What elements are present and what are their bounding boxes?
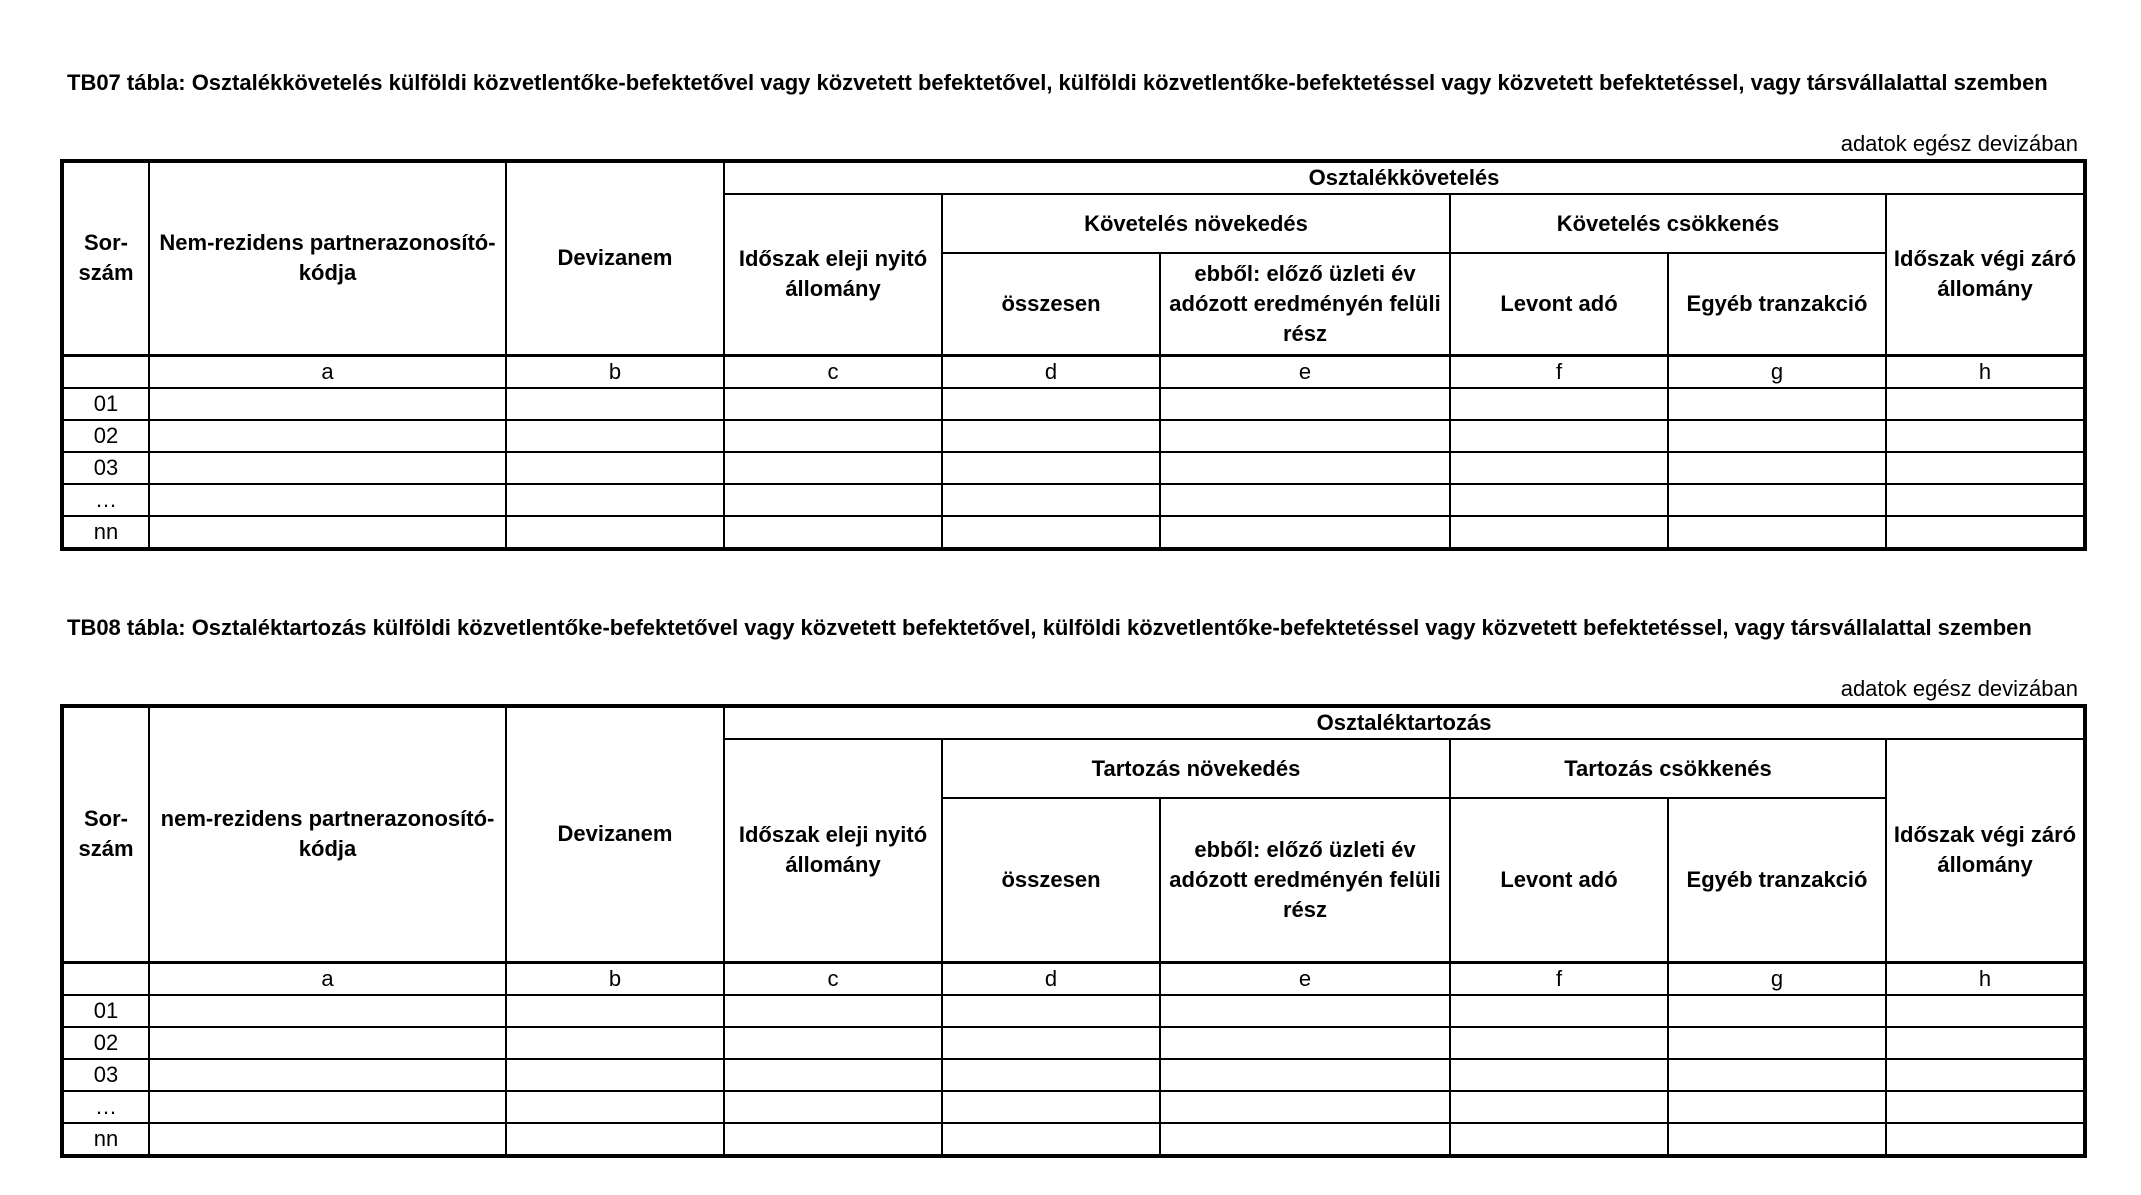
table-row (62, 516, 2085, 549)
column-letter: d (942, 962, 1160, 995)
data-cell[interactable] (1668, 995, 1886, 1027)
letter-cell (62, 355, 149, 388)
header-closing: Időszak végi záró állomány (1886, 739, 2085, 962)
column-letter: e (1160, 962, 1450, 995)
column-letter: a (149, 962, 506, 995)
row-number: nn (62, 1123, 149, 1156)
data-cell[interactable] (1450, 484, 1668, 516)
row-number: 03 (62, 452, 149, 484)
data-cell[interactable] (149, 1091, 506, 1123)
data-cell[interactable] (1450, 452, 1668, 484)
data-cell[interactable] (1160, 452, 1450, 484)
header-other: Egyéb tranzakció (1668, 253, 1886, 355)
data-cell[interactable] (1160, 1123, 1450, 1156)
table-row (62, 1091, 2085, 1123)
data-cell[interactable] (724, 388, 942, 420)
letter-cell (62, 962, 149, 995)
data-cell[interactable] (942, 995, 1160, 1027)
header-tax: Levont adó (1450, 798, 1668, 962)
table-title: TB08 tábla: Osztaléktartozás külföldi közvetlentőke-befektetővel vagy közvetett befektetővel, külföldi közvetlentőke-befektetéssel vagy közvetett befektetéssel, vagy társvállalattal szemben (67, 615, 2032, 640)
table-title: TB07 tábla: Osztalékkövetelés külföldi közvetlentőke-befektetővel vagy közvetett befektetővel, külföldi közvetlentőke-befektetéssel vagy közvetett befektetéssel, vagy társvállalattal szemben (67, 70, 2048, 95)
row-number: 01 (62, 388, 149, 420)
data-cell[interactable] (942, 516, 1160, 549)
data-cell[interactable] (149, 995, 506, 1027)
header-opening: Időszak eleji nyitó állomány (724, 194, 942, 355)
data-cell[interactable] (1450, 420, 1668, 452)
row-number: 03 (62, 1059, 149, 1091)
data-cell[interactable] (1450, 516, 1668, 549)
data-cell[interactable] (1160, 1027, 1450, 1059)
data-cell[interactable] (1450, 995, 1668, 1027)
data-cell[interactable] (942, 1059, 1160, 1091)
column-letter: d (942, 355, 1160, 388)
data-cell[interactable] (506, 1123, 724, 1156)
data-cell[interactable] (506, 1059, 724, 1091)
data-cell[interactable] (149, 452, 506, 484)
data-cell[interactable] (724, 516, 942, 549)
tb08-table (60, 704, 2087, 1158)
data-cell[interactable] (942, 420, 1160, 452)
data-cell[interactable] (1160, 995, 1450, 1027)
data-cell[interactable] (1886, 1059, 2085, 1091)
header-group: Osztalékkövetelés (724, 161, 2085, 194)
data-cell[interactable] (1160, 484, 1450, 516)
header-closing: Időszak végi záró állomány (1886, 194, 2085, 355)
data-cell[interactable] (942, 1027, 1160, 1059)
data-cell[interactable] (506, 388, 724, 420)
data-cell[interactable] (1450, 1059, 1668, 1091)
data-cell[interactable] (1450, 388, 1668, 420)
header-sorszam: Sor-szám (62, 706, 149, 962)
data-cell[interactable] (1668, 388, 1886, 420)
data-cell[interactable] (1668, 484, 1886, 516)
data-cell[interactable] (1668, 1123, 1886, 1156)
table-row (62, 995, 2085, 1027)
data-cell[interactable] (1886, 452, 2085, 484)
data-cell[interactable] (942, 1091, 1160, 1123)
table-row (62, 388, 2085, 420)
column-letter: c (724, 355, 942, 388)
units-note: adatok egész devizában (1840, 676, 2078, 701)
data-cell[interactable] (149, 420, 506, 452)
header-tax: Levont adó (1450, 253, 1668, 355)
data-cell[interactable] (1886, 484, 2085, 516)
table-row (62, 484, 2085, 516)
data-cell[interactable] (149, 388, 506, 420)
data-cell[interactable] (149, 1027, 506, 1059)
data-cell[interactable] (506, 484, 724, 516)
header-total: összesen (942, 798, 1160, 962)
data-cell[interactable] (942, 484, 1160, 516)
data-cell[interactable] (724, 1123, 942, 1156)
data-cell[interactable] (724, 484, 942, 516)
data-cell[interactable] (1886, 516, 2085, 549)
data-cell[interactable] (149, 1059, 506, 1091)
data-cell[interactable] (1668, 420, 1886, 452)
data-cell[interactable] (1886, 388, 2085, 420)
header-increase: Követelés növekedés (942, 194, 1450, 253)
column-letter: c (724, 962, 942, 995)
column-letter: b (506, 355, 724, 388)
data-cell[interactable] (1160, 516, 1450, 549)
row-number: 01 (62, 995, 149, 1027)
table-row (62, 1027, 2085, 1059)
data-cell[interactable] (942, 1123, 1160, 1156)
data-cell[interactable] (1886, 995, 2085, 1027)
header-devizanem: Devizanem (506, 161, 724, 355)
data-cell[interactable] (1450, 1123, 1668, 1156)
data-cell[interactable] (942, 388, 1160, 420)
column-letter: g (1668, 962, 1886, 995)
data-cell[interactable] (506, 1091, 724, 1123)
row-number: … (62, 1091, 149, 1123)
units-note: adatok egész devizában (1840, 131, 2078, 156)
data-cell[interactable] (1160, 1091, 1450, 1123)
header-decrease: Követelés csökkenés (1450, 194, 1886, 253)
data-cell[interactable] (724, 1059, 942, 1091)
data-cell[interactable] (506, 452, 724, 484)
header-opening: Időszak eleji nyitó állomány (724, 739, 942, 962)
row-number: 02 (62, 1027, 149, 1059)
data-cell[interactable] (1668, 1091, 1886, 1123)
data-cell[interactable] (724, 452, 942, 484)
data-cell[interactable] (1886, 420, 2085, 452)
data-cell[interactable] (724, 995, 942, 1027)
header-other: Egyéb tranzakció (1668, 798, 1886, 962)
column-letter: g (1668, 355, 1886, 388)
table-row (62, 1059, 2085, 1091)
data-cell[interactable] (1160, 1059, 1450, 1091)
column-letter: a (149, 355, 506, 388)
column-letter: f (1450, 962, 1668, 995)
header-increase: Tartozás növekedés (942, 739, 1450, 798)
table-row (62, 1123, 2085, 1156)
header-group: Osztaléktartozás (724, 706, 2085, 739)
header-partner: nem-rezidens partnerazonosító-kódja (149, 706, 506, 962)
column-letter: b (506, 962, 724, 995)
header-prior-year: ebből: előző üzleti év adózott eredményén felüli rész (1160, 798, 1450, 962)
column-letter: h (1886, 355, 2085, 388)
data-cell[interactable] (506, 1027, 724, 1059)
data-cell[interactable] (1450, 1027, 1668, 1059)
data-cell[interactable] (1886, 1123, 2085, 1156)
header-sorszam: Sor-szám (62, 161, 149, 355)
table-row (62, 452, 2085, 484)
data-cell[interactable] (1160, 388, 1450, 420)
row-number: … (62, 484, 149, 516)
header-partner: Nem-rezidens partnerazonosító-kódja (149, 161, 506, 355)
column-letter: h (1886, 962, 2085, 995)
tb07-table (60, 159, 2087, 551)
data-cell[interactable] (149, 484, 506, 516)
data-cell[interactable] (1668, 452, 1886, 484)
data-cell[interactable] (942, 452, 1160, 484)
data-cell[interactable] (149, 1123, 506, 1156)
data-cell[interactable] (1160, 420, 1450, 452)
data-cell[interactable] (1668, 516, 1886, 549)
column-letter: e (1160, 355, 1450, 388)
header-total: összesen (942, 253, 1160, 355)
data-cell[interactable] (506, 995, 724, 1027)
data-cell[interactable] (1668, 1059, 1886, 1091)
row-number: 02 (62, 420, 149, 452)
header-decrease: Tartozás csökkenés (1450, 739, 1886, 798)
data-cell[interactable] (1668, 1027, 1886, 1059)
table-row (62, 420, 2085, 452)
data-cell[interactable] (724, 1027, 942, 1059)
column-letter: f (1450, 355, 1668, 388)
header-devizanem: Devizanem (506, 706, 724, 962)
data-cell[interactable] (1886, 1091, 2085, 1123)
data-cell[interactable] (724, 1091, 942, 1123)
row-number: nn (62, 516, 149, 549)
data-cell[interactable] (1886, 1027, 2085, 1059)
data-cell[interactable] (149, 516, 506, 549)
data-cell[interactable] (724, 420, 942, 452)
header-prior-year: ebből: előző üzleti év adózott eredményén felüli rész (1160, 253, 1450, 355)
data-cell[interactable] (506, 516, 724, 549)
data-cell[interactable] (506, 420, 724, 452)
data-cell[interactable] (1450, 1091, 1668, 1123)
